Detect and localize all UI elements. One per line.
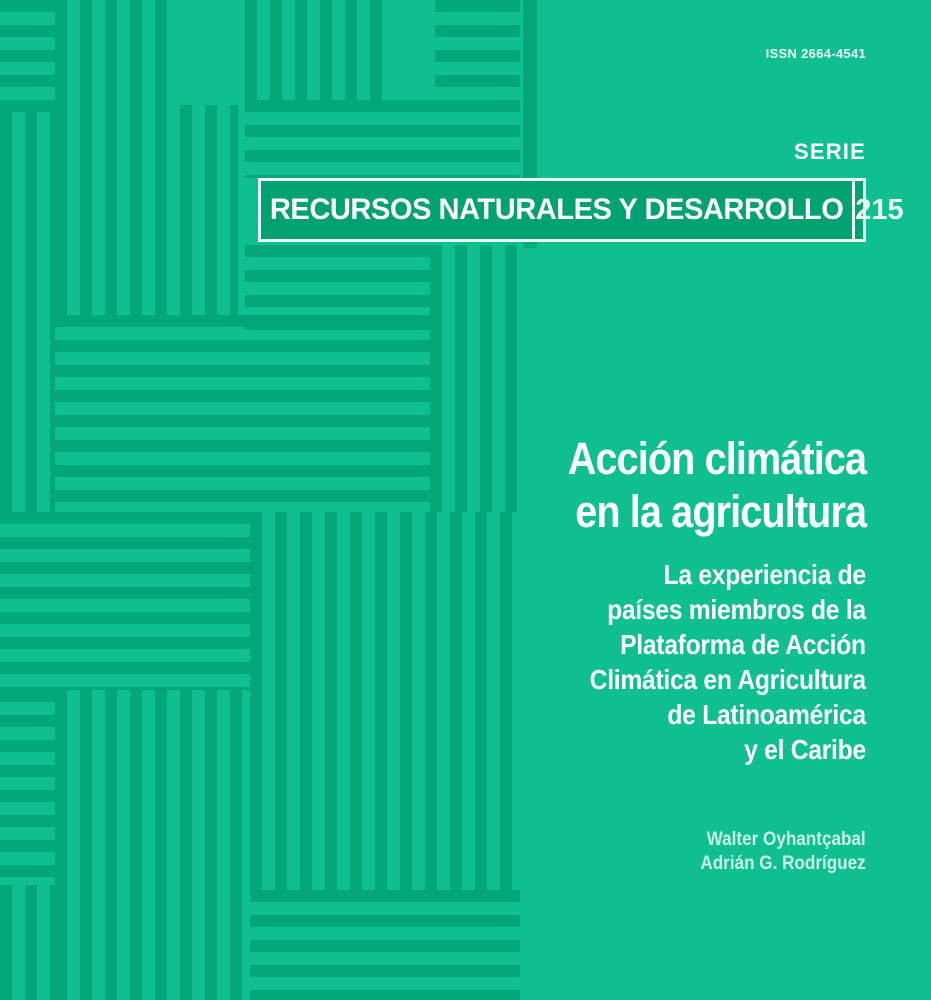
report-subtitle bbox=[590, 557, 866, 767]
report-title bbox=[568, 432, 866, 538]
report-title-line: en la agricultura bbox=[575, 486, 866, 537]
pattern-block bbox=[0, 0, 55, 112]
series-banner bbox=[258, 178, 904, 242]
series-banner-title: RECURSOS NATURALES Y DESARROLLO bbox=[269, 193, 844, 226]
serie-label: SERIE bbox=[793, 139, 866, 164]
pattern-block bbox=[250, 890, 520, 1000]
pattern-block bbox=[55, 315, 430, 512]
pattern-block bbox=[55, 0, 167, 112]
pattern-block bbox=[0, 512, 250, 690]
authors bbox=[701, 828, 866, 876]
pattern-block bbox=[0, 690, 55, 885]
report-subtitle-line: La experiencia de bbox=[663, 559, 866, 590]
pattern-block bbox=[250, 512, 520, 890]
author-name: Adrián G. Rodríguez bbox=[700, 853, 866, 874]
issn-label: ISSN 2664-4541 bbox=[765, 46, 866, 61]
pattern-block bbox=[430, 245, 520, 512]
pattern-block bbox=[245, 100, 520, 178]
report-subtitle-line: Climática en Agricultura bbox=[589, 664, 866, 695]
pattern-block bbox=[0, 112, 55, 512]
report-title-line: Acción climática bbox=[567, 433, 866, 484]
report-subtitle-line: de Latinoamérica bbox=[667, 699, 866, 730]
series-banner-number: 215 bbox=[852, 181, 903, 239]
report-subtitle-line: países miembros de la bbox=[607, 594, 866, 625]
report-subtitle-line: Plataforma de Acción bbox=[620, 629, 866, 660]
author-name: Walter Oyhantçabal bbox=[706, 829, 866, 850]
pattern-block bbox=[0, 885, 55, 1000]
pattern-block bbox=[55, 105, 238, 320]
pattern-block bbox=[55, 690, 250, 1000]
pattern-block bbox=[245, 0, 385, 100]
report-subtitle-line: y el Caribe bbox=[744, 734, 866, 765]
pattern-block bbox=[435, 0, 520, 95]
